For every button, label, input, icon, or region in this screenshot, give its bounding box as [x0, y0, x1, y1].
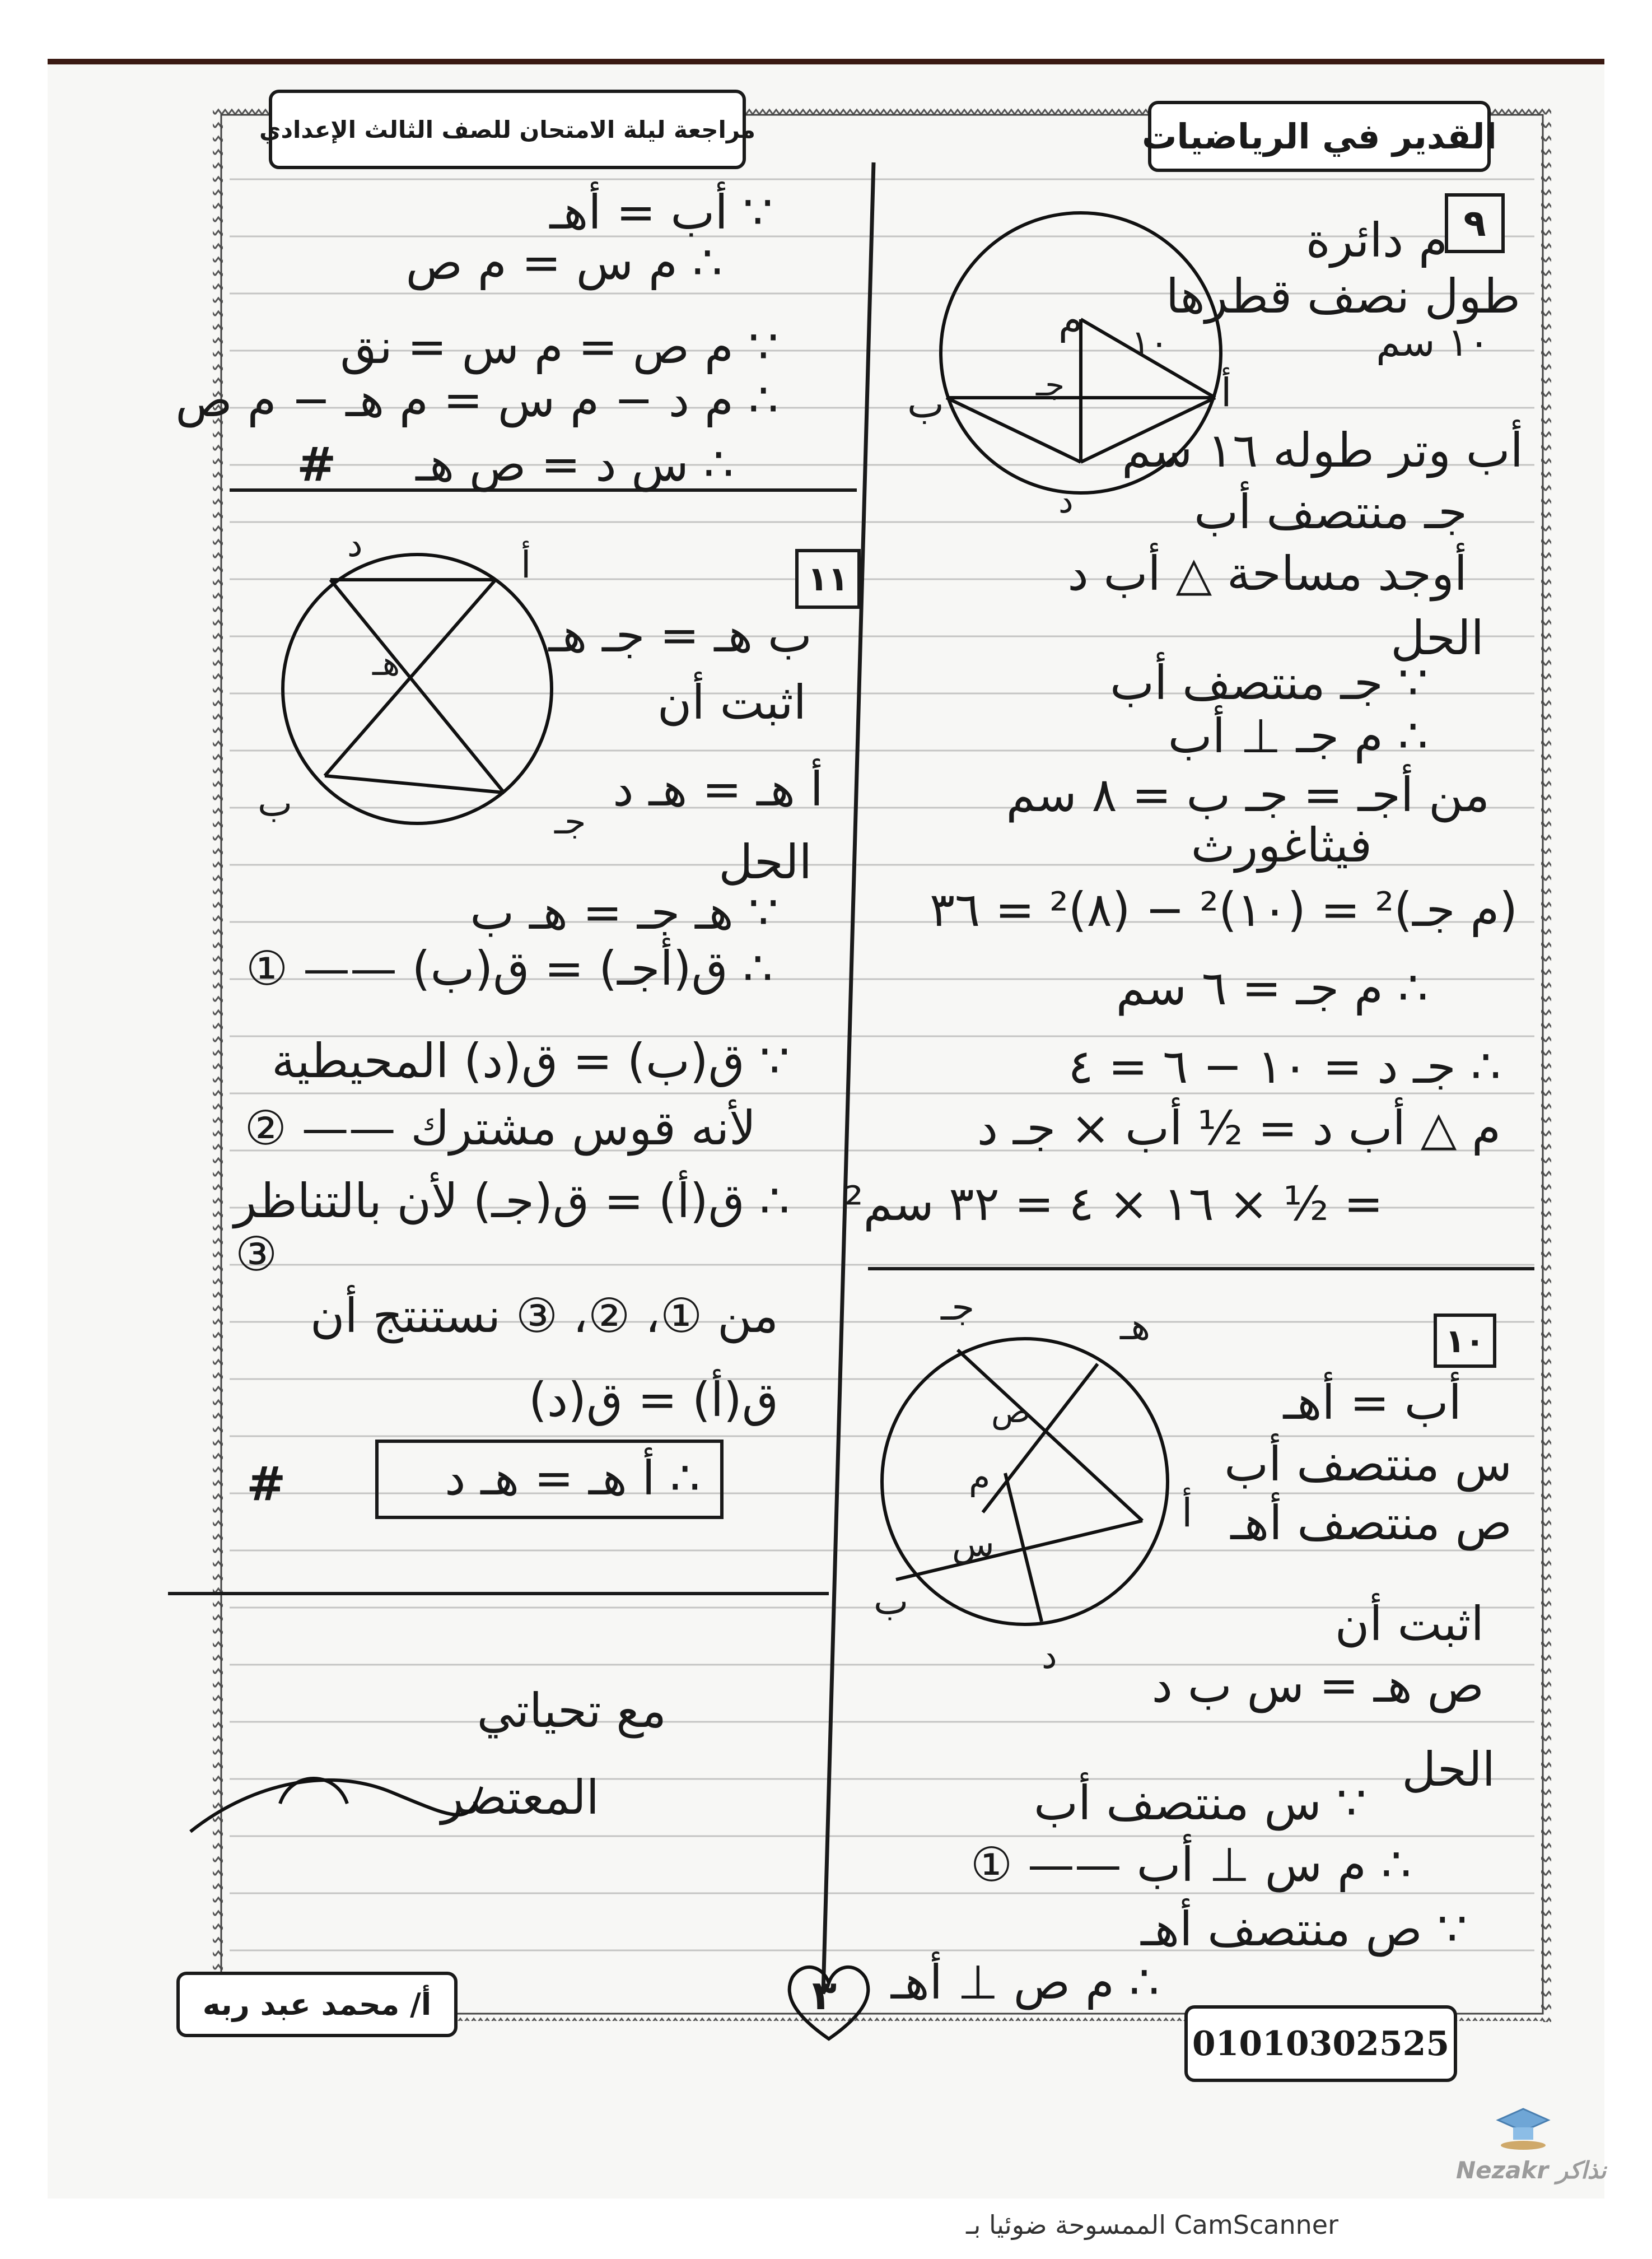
camscanner-note: الممسوحة ضوئيا بـ CamScanner [966, 2210, 1338, 2240]
q9-line-13: ∴ م جـ = ٦ سم [1116, 961, 1428, 1016]
q10-label-c: جـ [941, 1285, 975, 1329]
header-left-title: مراجعة ليلة الامتحان للصف الثالث الإعدادي [269, 90, 746, 169]
q11-line-4: الحل [718, 835, 812, 889]
q9-line-12: (م جـ)² = (١٠)² − (٨)² = ٣٦ [930, 882, 1518, 937]
q9-line-15: م △ أب د = ½ أب × جـ د [977, 1101, 1501, 1156]
q9-line-11: فيثاغورث [1191, 818, 1372, 873]
q10-circle [882, 1339, 1168, 1624]
q11-line-3: أ هـ = هـ د [613, 762, 823, 817]
q10-line-cd [983, 1364, 1098, 1512]
q10-label-s: س [952, 1524, 995, 1564]
q9-line-5: جـ منتصف أب [1194, 485, 1467, 539]
q11-line-9: ∴ ق(أ) = ق(جـ) لأن بالتناظر [234, 1173, 790, 1228]
q9-line-6: أوجد مساحة △ أب د [1067, 546, 1467, 601]
q10-line-2: س منتصف أب [1224, 1437, 1512, 1492]
q10-line-6: الحل [1402, 1742, 1495, 1797]
q9-line-14: ∴ جـ د = ١٠ − ٦ = ٤ [1068, 1039, 1501, 1094]
q10-label-e: هـ [1120, 1305, 1151, 1348]
q9-label-a: أ [1221, 370, 1232, 416]
q9-line-4: أب وتر طوله ١٦ سم [1122, 423, 1523, 478]
graduation-cap-icon [1495, 2106, 1551, 2151]
q10-label-b: ب [874, 1580, 909, 1623]
q9-label-d: د [1058, 482, 1074, 521]
q10-line-4: اثبت أن [1334, 1596, 1484, 1651]
q9-line-1: م دائرة [1305, 213, 1448, 268]
q9-label-m: م [1058, 297, 1083, 343]
q10-line-9: ∵ ص منتصف أهـ [1141, 1902, 1467, 1957]
q11-line-7: ∵ ق(ب) = ق(د) المحيطية [272, 1033, 790, 1088]
q10-label-m: م [969, 1456, 991, 1497]
q9-number: ٩ [1445, 193, 1505, 253]
tl-line-2: ∴ م س = م ص [405, 235, 722, 290]
q11-line-8: لأنه قوس مشترك —— ② [244, 1101, 756, 1156]
q9-label-radius: ١٠ [1131, 322, 1169, 363]
tl-line-4: ∴ م د − م س = م هـ − م ص [175, 372, 778, 427]
q11-label-e: هـ [372, 644, 400, 683]
tl-end-mark: # [297, 437, 337, 492]
footer-teacher-name: أ/ محمد عبد ربه [176, 1972, 458, 2037]
tl-line-3: ∵ م ص = م س = نق [340, 319, 778, 374]
q9-label-c: جـ [1036, 367, 1065, 403]
q10-label-d: د [1042, 1636, 1057, 1676]
q10-line-3: ص منتصف أهـ [1230, 1496, 1512, 1550]
tl-line-1: ∵ أب = أهـ [549, 185, 773, 240]
q10-line-10: ∴ م ص ⊥ أهـ [890, 1955, 1159, 2010]
q10-line-5: ص هـ = س ب د [1151, 1658, 1484, 1713]
q9-side-bd [946, 398, 1081, 462]
q11-line-1: ب هـ = جـ هـ [548, 608, 812, 663]
page-number: ٣ [812, 1972, 837, 2019]
closing-signature-mark: # [246, 1456, 286, 1511]
q11-label-b: ب [258, 781, 293, 825]
q11-label-c: جـ [554, 801, 586, 842]
q10-number: ١٠ [1434, 1314, 1496, 1368]
q9-line-3: ١٠ سم [1376, 319, 1490, 365]
q11-label-d: د [347, 524, 363, 565]
closing-line-2: المعتصر [441, 1770, 599, 1825]
q10-line-8: ∴ م س ⊥ أب —— ① [970, 1837, 1411, 1892]
q9-line-2: طول نصف قطرها [1165, 269, 1520, 324]
q10-label-a: أ [1182, 1490, 1193, 1536]
q11-line-11: من ①، ②، ③ نستنتج أن [310, 1288, 778, 1343]
q9-label-b: ب [907, 381, 944, 427]
q11-chord-bc [325, 776, 504, 793]
signature-scribble [179, 1720, 493, 1854]
q10-label-sad: ص [991, 1392, 1031, 1430]
q11-line-6: ∴ ق(أجـ) = ق(ب) —— ① [245, 941, 773, 996]
q10-line-1: أب = أهـ [1283, 1375, 1462, 1430]
q11-line-5: ∵ هـ جـ = هـ ب [470, 885, 778, 940]
q10-figure [862, 1319, 1176, 1633]
q9-line-8: ∵ جـ منتصف أب [1110, 655, 1428, 710]
q11-figure [263, 546, 577, 860]
q9-line-16: = ½ × ١٦ × ٤ = ٣٢ سم² [844, 1176, 1383, 1231]
tl-line-5: ∴ س د = ص هـ [416, 437, 734, 492]
q11-line-13: ∴ أ هـ = هـ د [445, 1451, 700, 1506]
q9-line-7: الحل [1390, 611, 1484, 665]
q11-line-2: اثبت أن [657, 675, 806, 730]
q9-line-9: ∴ م جـ ⊥ أب [1168, 709, 1428, 763]
nezakr-watermark: Nezakr نذاكر [1456, 2156, 1607, 2184]
q11-line-12: ق(أ) = ق(د) [529, 1372, 778, 1427]
q11-number: ١١ [795, 549, 861, 609]
q9-line-10: من أجـ = جـ ب = ٨ سم [1006, 767, 1490, 822]
q10-line-7: ∵ س منتصف أب [1034, 1776, 1366, 1831]
closing-line-1: مع تحياتي [477, 1683, 666, 1738]
header-right-title: القدير في الرياضيات [1148, 101, 1491, 172]
footer-phone: 01010302525 [1184, 2005, 1457, 2082]
q11-chord-ac [330, 580, 504, 793]
q11-label-a: أ [521, 543, 531, 586]
q11-line-10: ③ [235, 1227, 278, 1282]
q11-chord-db [325, 580, 496, 776]
